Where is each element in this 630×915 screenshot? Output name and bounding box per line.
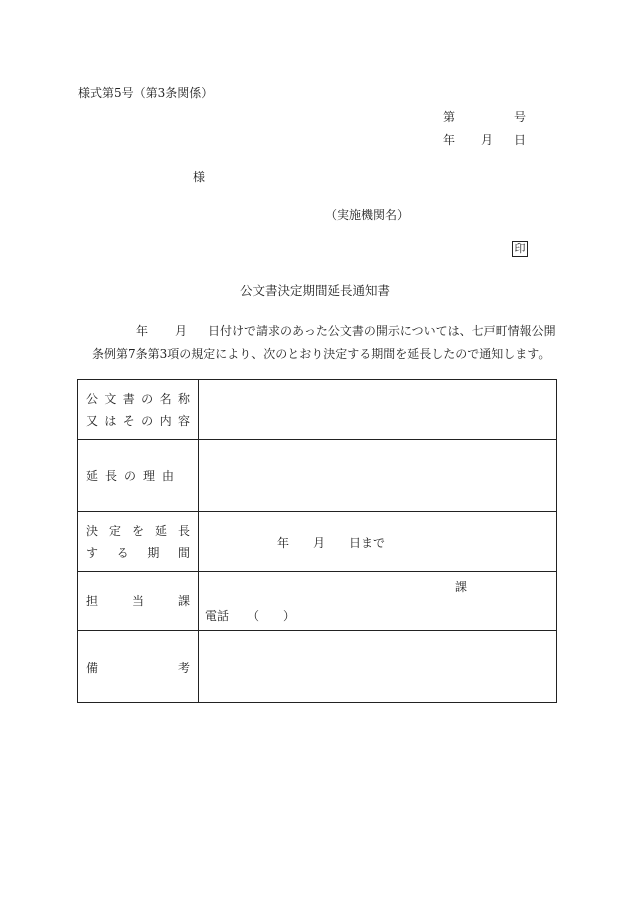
label-char: 理 [142, 468, 155, 483]
label-char: 公 [86, 391, 99, 406]
label-line [78, 590, 198, 612]
date-day: 日 [513, 133, 526, 147]
addressee: 様 [193, 170, 206, 184]
label-char: 考 [177, 661, 190, 675]
label-char: す [86, 545, 99, 560]
label-char: る [116, 545, 129, 560]
label-document-name [78, 380, 199, 440]
number-suffix: 号 [513, 110, 526, 124]
label-char: 長 [177, 523, 190, 538]
label-line [78, 542, 198, 564]
date-year: 年 [443, 133, 456, 147]
label-char: を [131, 523, 144, 538]
document-title: 公文書決定期間延長通知書 [239, 283, 390, 298]
value-reason[interactable] [199, 440, 557, 512]
department-suffix: 課 [455, 580, 468, 594]
label-line [78, 410, 198, 432]
label-line [78, 520, 198, 542]
date-month: 月 [481, 133, 494, 147]
label-char: 担 [86, 594, 99, 608]
label-char: 期 [147, 545, 160, 560]
value-remarks[interactable] [199, 631, 557, 703]
row-reason [78, 440, 557, 512]
row-document-name [78, 380, 557, 440]
period-date-text: 年 月 日まで [253, 536, 386, 550]
row-period [78, 512, 557, 572]
label-char: 定 [108, 523, 121, 538]
label-char: 決 [86, 523, 99, 538]
label-contact [78, 572, 199, 631]
phone-label: 電話 （ ） [205, 609, 296, 623]
seal-mark: 印 [512, 241, 528, 257]
label-char: の [123, 468, 136, 483]
label-char: 延 [86, 468, 99, 483]
label-char: 又 [86, 413, 99, 428]
label-char: 延 [154, 523, 167, 538]
label-char: は [104, 413, 117, 428]
label-char: 名 [159, 391, 172, 406]
body-month: 月 [175, 324, 188, 338]
label-line [78, 388, 198, 410]
label-char: 由 [161, 468, 174, 483]
label-remarks [78, 631, 199, 703]
label-char: の [141, 413, 154, 428]
label-char: 長 [104, 468, 117, 483]
agency-name: （実施機関名） [325, 208, 410, 222]
label-char: 称 [177, 391, 190, 406]
label-char: 文 [104, 391, 117, 406]
label-char: の [141, 391, 154, 406]
label-char: 内 [159, 413, 172, 428]
form-number-label: 様式第5号（第3条関係） [78, 86, 214, 100]
label-char: 書 [122, 391, 135, 406]
label-char: 当 [131, 594, 144, 608]
value-document-name[interactable] [199, 380, 557, 440]
number-prefix: 第 [443, 110, 456, 124]
label-line [78, 657, 198, 679]
row-contact [78, 572, 557, 631]
label-char: 備 [86, 661, 99, 675]
form-table [77, 379, 557, 703]
body-line1-rest: 日付けで請求のあった公文書の開示については、七戸町情報公開 [208, 324, 556, 338]
label-period [78, 512, 199, 572]
value-period[interactable] [199, 512, 557, 572]
value-contact[interactable] [199, 572, 557, 631]
label-char: 課 [177, 594, 190, 608]
body-year: 年 [136, 324, 149, 338]
label-char: 間 [177, 545, 190, 560]
label-line [78, 465, 198, 487]
row-remarks [78, 631, 557, 703]
label-char: そ [122, 413, 135, 428]
label-char: 容 [177, 413, 190, 428]
body-line-2: 条例第7条第3項の規定により、次のとおり決定する期間を延長したので通知します。 [92, 347, 551, 361]
label-reason [78, 440, 199, 512]
